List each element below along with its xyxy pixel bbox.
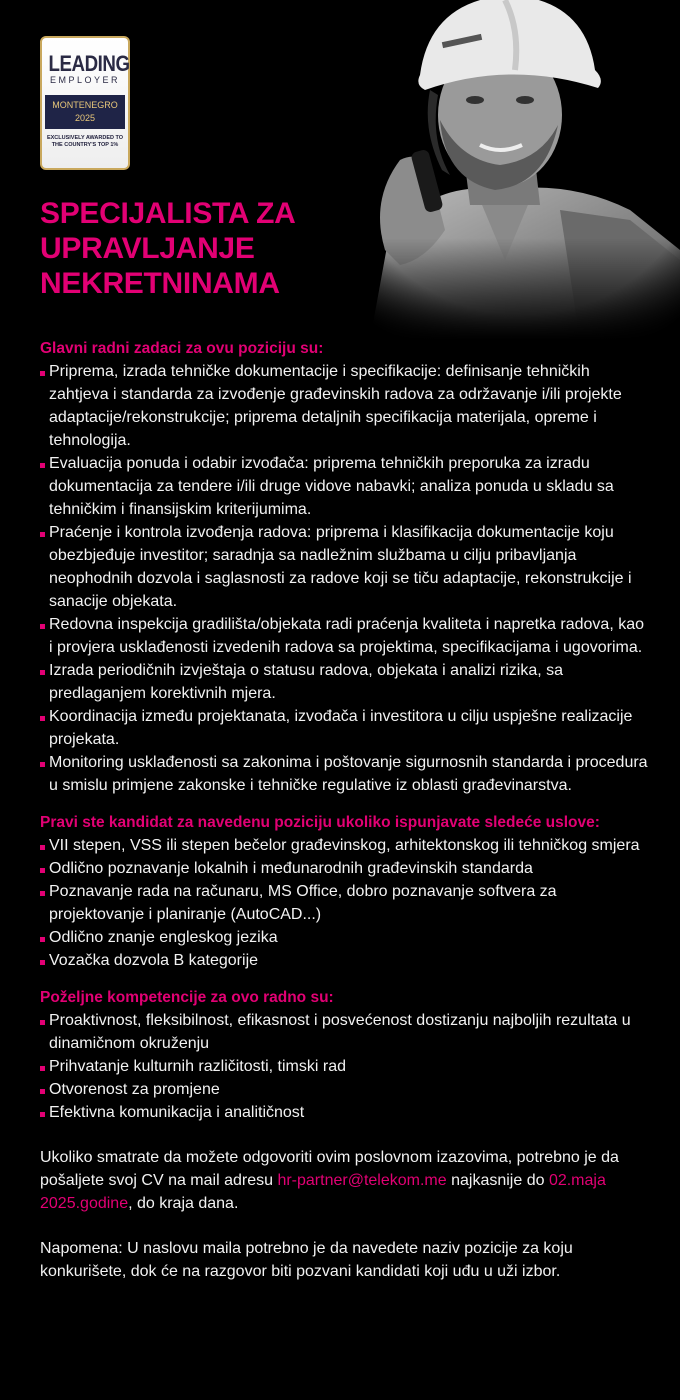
apply-text-mid: najkasnije do (446, 1172, 549, 1189)
list-item: Evaluacija ponuda i odabir izvođača: priprema tehničkih preporuka za izradu dokumentacija za tendere i/ili druge vidove nabavki; analiza ponuda u skladu sa tehničkim i finansijskim kriterijumima. (40, 452, 650, 521)
leading-employer-badge (40, 36, 130, 170)
list-item: Vozačka dozvola B kategorije (40, 949, 650, 972)
job-title: SPECIJALISTA ZA UPRAVLJANJE NEKRETNINAMA (40, 197, 295, 300)
competencies-section (40, 986, 650, 1124)
apply-paragraph (40, 1146, 650, 1215)
list-item: Otvorenost za promjene (40, 1078, 650, 1101)
tasks-heading: Glavni radni zadaci za ovu poziciju su: (40, 340, 324, 357)
list-item: Redovna inspekcija gradilišta/objekata radi praćenja kvaliteta i napretka radova, kao i provjera usklađenosti izvedenih radova sa projektima, specifikacijama i ugovorima. (40, 613, 650, 659)
badge-leading: LEADING (48, 51, 130, 76)
requirements-section (40, 811, 650, 972)
badge-year: 2025 (74, 113, 96, 123)
list-item: Efektivna komunikacija i analitičnost (40, 1101, 650, 1124)
apply-text-end: , do kraja dana. (128, 1195, 239, 1212)
list-item: Koordinacija između projektanata, izvođača i investitora u cilju uspješne realizacije projekata. (40, 705, 650, 751)
list-item: Priprema, izrada tehničke dokumentacije i specifikacije: definisanje tehničkih zahtjeva i standarda za izvođenje građevinskih radova za održavanje i/ili projekte adaptacije/rekonstrukcije; priprema detaljnih specifikacija materijala, opreme i tehnologija. (40, 360, 650, 452)
email-link[interactable]: hr-partner@telekom.me (277, 1172, 447, 1189)
job-description (40, 337, 650, 1283)
list-item: Praćenje i kontrola izvođenja radova: priprema i klasifikacija dokumentacije koju obezbjeđuje investitor; saradnja sa nadležnim službama u cilju pribavljanja neophodnih dozvola i saglasnosti za radove koji se tiču adaptacije, rekonstrukcije i sanacije objekata. (40, 521, 650, 613)
tasks-list (40, 360, 650, 797)
list-item: Izrada periodičnih izvještaja o statusu radova, objekata i analizi rizika, sa predlaganjem korektivnih mjera. (40, 659, 650, 705)
list-item: Monitoring usklađenosti sa zakonima i poštovanje sigurnosnih standarda i procedura u smislu primjene zakonske i tehničke regulative iz oblasti građevinarstva. (40, 751, 650, 797)
list-item: Prihvatanje kulturnih različitosti, timski rad (40, 1055, 650, 1078)
list-item: Odlično znanje engleskog jezika (40, 926, 650, 949)
requirements-heading: Pravi ste kandidat za navedenu poziciju ukoliko ispunjavate sledeće uslove: (40, 814, 600, 831)
list-item: VII stepen, VSS ili stepen bečelor građevinskog, arhitektonskog ili tehničkog smjera (40, 834, 650, 857)
tasks-section (40, 337, 650, 797)
list-item: Poznavanje rada na računaru, MS Office, dobro poznavanje softvera za projektovanje i planiranje (AutoCAD...) (40, 880, 650, 926)
requirements-list (40, 834, 650, 972)
competencies-heading: Poželjne kompetencije za ovo radno su: (40, 989, 334, 1006)
badge-employer: EMPLOYER (49, 75, 120, 85)
note-paragraph: Napomena: U naslovu maila potrebno je da navedete naziv pozicije za koju konkurišete, dok će na razgovor biti pozvani kandidati koji uđu u uži izbor. (40, 1240, 573, 1280)
list-item: Proaktivnost, fleksibilnost, efikasnost i posvećenost dostizanju najboljih rezultata u dinamičnom okruženju (40, 1009, 650, 1055)
competencies-list (40, 1009, 650, 1124)
badge-award: EXCLUSIVELY AWARDED TO THE COUNTRY'S TOP 1% (46, 135, 124, 148)
list-item: Odlično poznavanje lokalnih i međunarodnih građevinskih standarda (40, 857, 650, 880)
apply-text: Ukoliko smatrate da možete odgovoriti ovim poslovnom izazovima, potrebno je da pošaljete svoj CV na mail adresu (40, 1149, 619, 1189)
hero-photo (330, 0, 680, 340)
badge-country-box (45, 95, 125, 129)
badge-country: MONTENEGRO (52, 100, 118, 110)
deadline-date: 02.maja 2025.godine (40, 1172, 606, 1212)
